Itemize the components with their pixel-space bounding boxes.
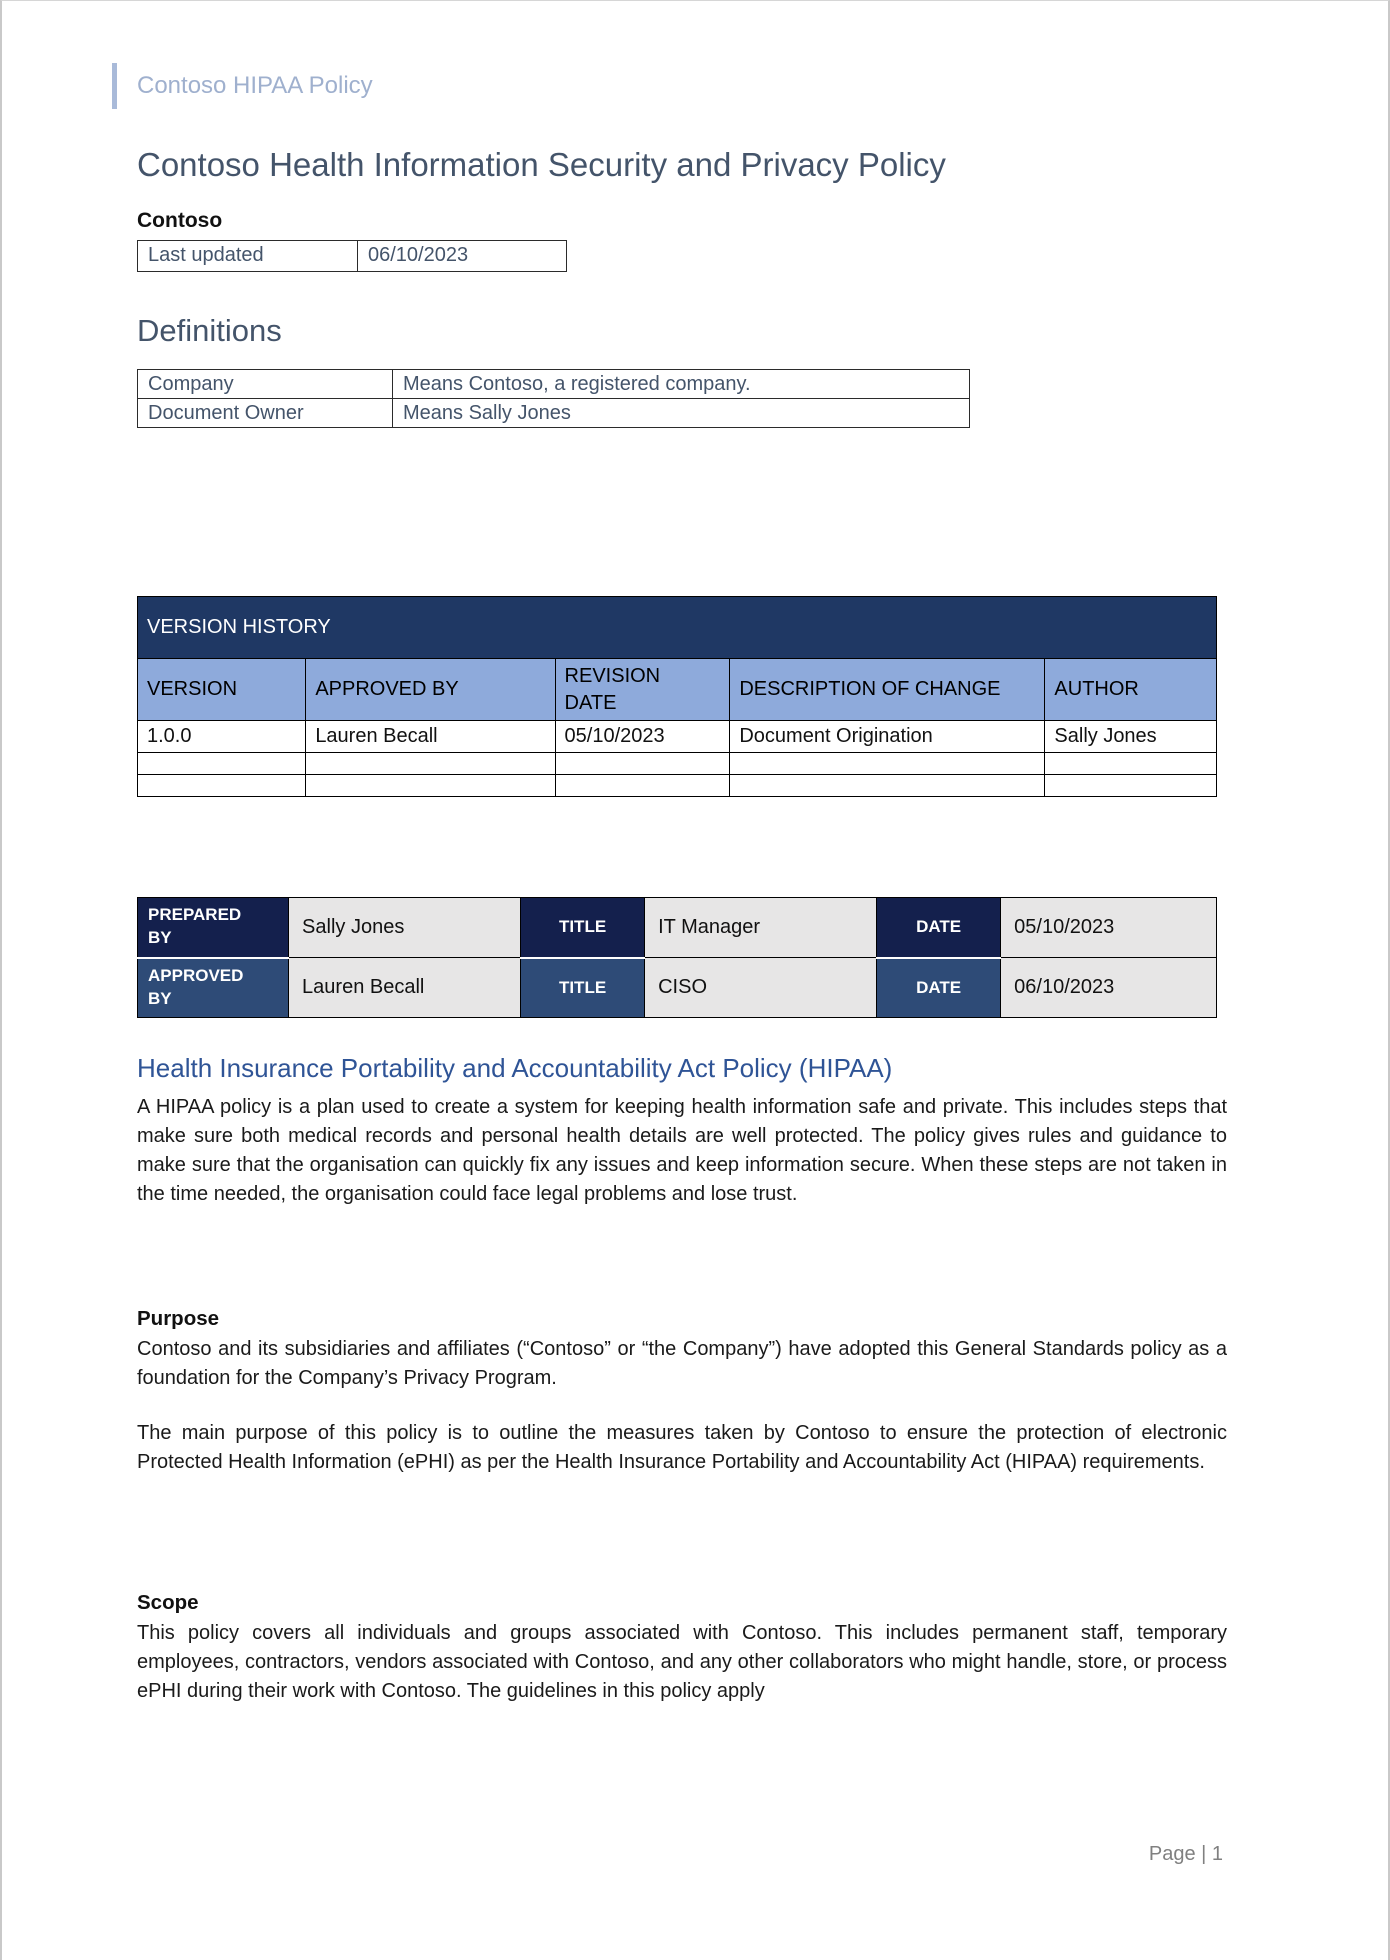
purpose-paragraph-1: Contoso and its subsidiaries and affiliates (“Contoso” or “the Company”) have adopted this General Standards policy as a foundation for the Company’s Privacy Program. xyxy=(137,1337,1227,1389)
page-title: Contoso Health Information Security and Privacy Policy xyxy=(137,146,946,183)
purpose-heading: Purpose xyxy=(137,1306,220,1330)
prepared-date: 05/10/2023 xyxy=(1001,898,1217,958)
table-row xyxy=(138,775,1217,797)
scope-paragraph-1: This policy covers all individuals and groups associated with Contoso. This includes permanent staff, temporary employees, contractors, vendors associated with Contoso, and any other collaborators who might handle, store, or process ePHI during their work with Contoso. The guidelines in this policy apply xyxy=(137,1621,1227,1702)
table-row xyxy=(138,240,567,271)
column-header-version: VERSION xyxy=(138,659,306,721)
description-cell: Document Origination xyxy=(730,721,1045,753)
empty-cell xyxy=(1045,753,1217,775)
prepared-by-title: IT Manager xyxy=(645,898,877,958)
definitions-table xyxy=(137,369,970,428)
date-label: DATE xyxy=(877,958,1001,1018)
empty-cell xyxy=(306,775,555,797)
definitions-heading: Definitions xyxy=(137,312,282,348)
version-cell: 1.0.0 xyxy=(138,721,306,753)
empty-cell xyxy=(730,775,1045,797)
empty-cell xyxy=(1045,775,1217,797)
version-history-table xyxy=(137,596,1217,797)
document-header xyxy=(137,1,1227,109)
approved-date: 06/10/2023 xyxy=(1001,958,1217,1018)
definition-term: Document Owner xyxy=(138,399,393,428)
company-name: Contoso xyxy=(137,208,223,232)
version-history-header-row xyxy=(138,659,1217,721)
date-label: DATE xyxy=(877,898,1001,958)
version-history-title: VERSION HISTORY xyxy=(138,597,1217,659)
table-row xyxy=(138,399,970,428)
approved-by-row xyxy=(138,958,1217,1018)
empty-cell xyxy=(138,753,306,775)
signoff-table xyxy=(137,897,1217,1018)
title-label: TITLE xyxy=(521,958,645,1018)
hipaa-body-paragraph: A HIPAA policy is a plan used to create a system for keeping health information safe and private. This includes steps that make sure both medical records and personal health details are well protected. The policy gives rules and guidance to make sure that the organisation can quickly fix any issues and keep information secure. When these steps are not taken in the time needed, the organisation could face legal problems and lose trust. xyxy=(137,1095,1227,1205)
empty-cell xyxy=(138,775,306,797)
empty-cell xyxy=(555,775,730,797)
table-row xyxy=(138,721,1217,753)
empty-cell xyxy=(730,753,1045,775)
header-accent-bar xyxy=(112,63,117,109)
scope-heading: Scope xyxy=(137,1590,199,1614)
table-row xyxy=(138,370,970,399)
hipaa-section-heading: Health Insurance Portability and Accountability Act Policy (HIPAA) xyxy=(137,1053,893,1084)
title-label: TITLE xyxy=(521,898,645,958)
empty-cell xyxy=(306,753,555,775)
prepared-by-label: PREPARED BY xyxy=(138,898,289,958)
version-history-title-row xyxy=(138,597,1217,659)
column-header-description: DESCRIPTION OF CHANGE xyxy=(730,659,1045,721)
author-cell: Sally Jones xyxy=(1045,721,1217,753)
purpose-paragraph-2: The main purpose of this policy is to outline the measures taken by Contoso to ensure the protection of electronic Protected Health Information (ePHI) as per the Health Insurance Portability and Accountability Act (HIPAA) requirements. xyxy=(137,1421,1227,1473)
column-header-revision-date: REVISION DATE xyxy=(555,659,730,721)
column-header-approved-by: APPROVED BY xyxy=(306,659,555,721)
definition-text: Means Sally Jones xyxy=(393,399,970,428)
approved-by-label: APPROVED BY xyxy=(138,958,289,1018)
definition-term: Company xyxy=(138,370,393,399)
column-header-author: AUTHOR xyxy=(1045,659,1217,721)
empty-cell xyxy=(555,753,730,775)
approved-by-title: CISO xyxy=(645,958,877,1018)
prepared-by-name: Sally Jones xyxy=(289,898,521,958)
last-updated-label: Last updated xyxy=(138,240,358,271)
revision-date-cell: 05/10/2023 xyxy=(555,721,730,753)
approved-by-name: Lauren Becall xyxy=(289,958,521,1018)
prepared-by-row xyxy=(138,898,1217,958)
header-title: Contoso HIPAA Policy xyxy=(137,72,373,99)
last-updated-value: 06/10/2023 xyxy=(358,240,567,271)
approved-by-cell: Lauren Becall xyxy=(306,721,555,753)
definition-text: Means Contoso, a registered company. xyxy=(393,370,970,399)
page-number-footer: Page | 1 xyxy=(1148,1843,1223,1865)
last-updated-table xyxy=(137,240,567,272)
table-row xyxy=(138,753,1217,775)
